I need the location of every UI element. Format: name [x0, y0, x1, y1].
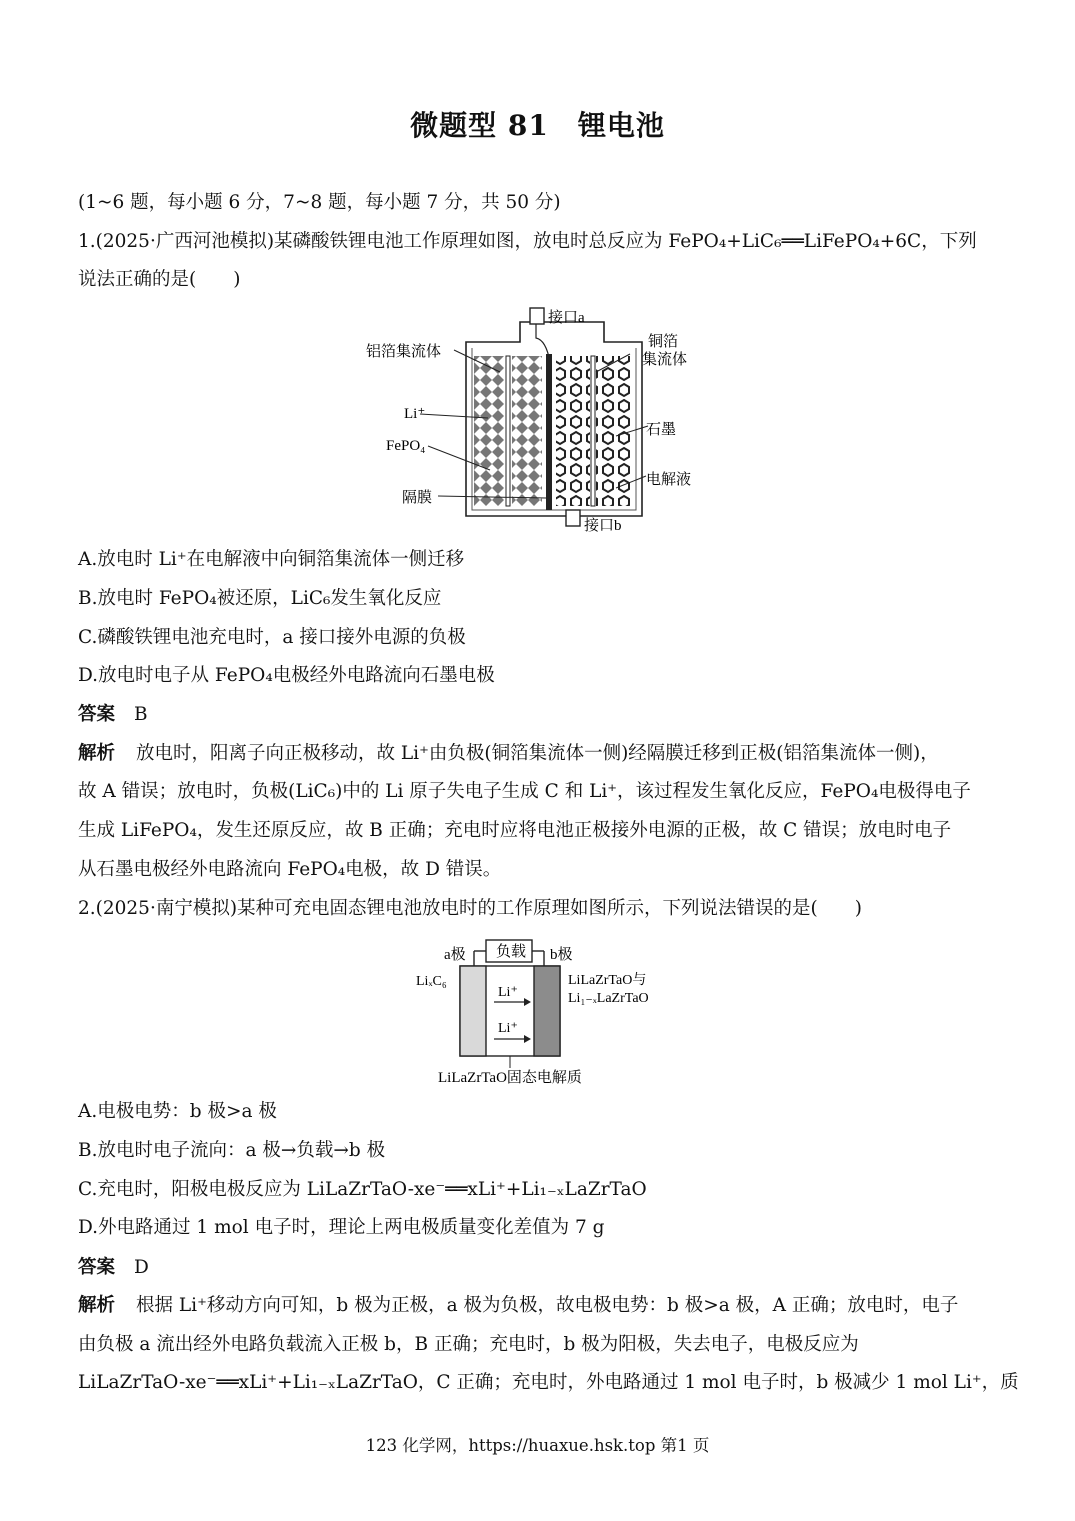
label-fepo4: FePO₄ — [386, 438, 426, 454]
label-cu-collector-2: 集流体 — [642, 352, 688, 368]
q1-analysis-label: 解析 — [78, 743, 116, 764]
q1-stem-line1: 1.(2025·广西河池模拟)某磷酸铁锂电池工作原理如图，放电时总反应为 FePO₄+LiC₆══LiFePO₄+6C，下列 — [78, 231, 977, 252]
q2-option-d: D.外电路通过 1 mol 电子时，理论上两电极质量变化差值为 7 g — [78, 1217, 605, 1238]
port-b-terminal — [566, 510, 580, 526]
q2-stem: 2.(2025·南宁模拟)某种可充电固态锂电池放电时的工作原理如图所示，下列说法错误的是( ) — [78, 898, 862, 919]
graphite-electrode — [556, 356, 590, 506]
label-li-ion: Li⁺ — [404, 406, 426, 422]
q1-stem-line2: 说法正确的是( ) — [78, 269, 241, 290]
label-separator: 隔膜 — [402, 490, 433, 506]
label-electrolyte: 电解液 — [646, 472, 692, 488]
q1-analysis-line1: 放电时，阳离子向正极移动，故 Li⁺由负极(铜箔集流体一侧)经隔膜迁移到正极(铝箔集流体一侧)， — [136, 743, 939, 764]
page-footer: 123 化学网，https://huaxue.hsk.top 第1 页 — [365, 1436, 710, 1455]
al-collector-plate — [506, 356, 510, 506]
q1-option-a: A.放电时 Li⁺在电解液中向铜箔集流体一侧迁移 — [78, 549, 465, 570]
label-cathode-2: Li₁₋ₓLaZrTaO — [568, 991, 649, 1006]
label-li-ion-2: Li⁺ — [498, 1021, 518, 1036]
q2-answer-label: 答案 — [78, 1257, 116, 1278]
q1-analysis-line3: 生成 LiFePO₄，发生还原反应，故 B 正确；充电时应将电池正极接外电源的正极，故 C 错误；放电时电子 — [78, 820, 952, 841]
q2-analysis-line2: 由负极 a 流出经外电路负载流入正极 b，B 正确；充电时，b 极为阳极，失去电子，电极反应为 — [78, 1334, 859, 1355]
q1-answer-label: 答案 — [78, 704, 116, 725]
q2-answer: D — [134, 1257, 149, 1278]
q2-option-b: B.放电时电子流向：a 极→负载→b 极 — [78, 1140, 386, 1161]
label-b-pole: b极 — [550, 947, 573, 963]
port-a-terminal — [530, 308, 544, 324]
q2-analysis-line3: LiLaZrTaO-xe⁻══xLi⁺+Li₁₋ₓLaZrTaO，C 正确；充电时，外电路通过 1 mol 电子时，b 极减少 1 mol Li⁺，质 — [78, 1372, 1019, 1393]
q1-battery-diagram — [360, 302, 710, 534]
label-a-pole: a极 — [444, 947, 466, 963]
cathode-plate — [534, 966, 560, 1056]
q2-option-a: A.电极电势：b 极>a 极 — [78, 1101, 277, 1122]
q2-battery-diagram — [410, 936, 680, 1088]
label-port-b: 接口b — [584, 518, 622, 534]
label-cathode-1: LiLaZrTaO与 — [568, 973, 647, 988]
q1-analysis-line2: 故 A 错误；放电时，负极(LiC₆)中的 Li 原子失电子生成 C 和 Li⁺，该过程发生氧化反应，FePO₄电极得电子 — [78, 781, 971, 802]
q1-answer: B — [134, 704, 148, 725]
label-port-a: 接口a — [548, 310, 585, 326]
label-cu-collector-1: 铜箔 — [648, 334, 679, 350]
scoring-note: (1~6 题，每小题 6 分，7~8 题，每小题 7 分，共 50 分) — [78, 192, 561, 213]
q1-option-b: B.放电时 FePO₄被还原，LiC₆发生氧化反应 — [78, 588, 442, 609]
separator-bar — [546, 354, 552, 510]
anode-lixc6 — [460, 966, 486, 1056]
q2-option-c: C.充电时，阳极电极反应为 LiLaZrTaO-xe⁻══xLi⁺+Li₁₋ₓLaZrTaO — [78, 1179, 647, 1200]
q1-analysis-line4: 从石墨电极经外电路流向 FePO₄电极，故 D 错误。 — [78, 859, 502, 880]
cu-collector-plate — [591, 356, 595, 506]
page-title: 微题型 81 锂电池 — [410, 109, 665, 142]
label-al-collector: 铝箔集流体 — [366, 344, 442, 360]
label-load: 负载 — [496, 944, 527, 960]
q1-option-d: D.放电时电子从 FePO₄电极经外电路流向石墨电极 — [78, 665, 495, 686]
label-lixc6: LiₓC₆ — [416, 974, 447, 989]
fepo4-electrode — [474, 356, 504, 506]
q2-analysis-line1: 根据 Li⁺移动方向可知，b 极为正极，a 极为负极，故电极电势：b 极>a 极，A 正确；放电时，电子 — [136, 1295, 959, 1316]
label-li-ion-1: Li⁺ — [498, 985, 518, 1000]
q2-analysis-label: 解析 — [78, 1295, 116, 1316]
label-solid-electrolyte: LiLaZrTaO固态电解质 — [438, 1070, 582, 1086]
label-graphite: 石墨 — [646, 422, 677, 438]
q1-option-c: C.磷酸铁锂电池充电时，a 接口接外电源的负极 — [78, 627, 466, 648]
